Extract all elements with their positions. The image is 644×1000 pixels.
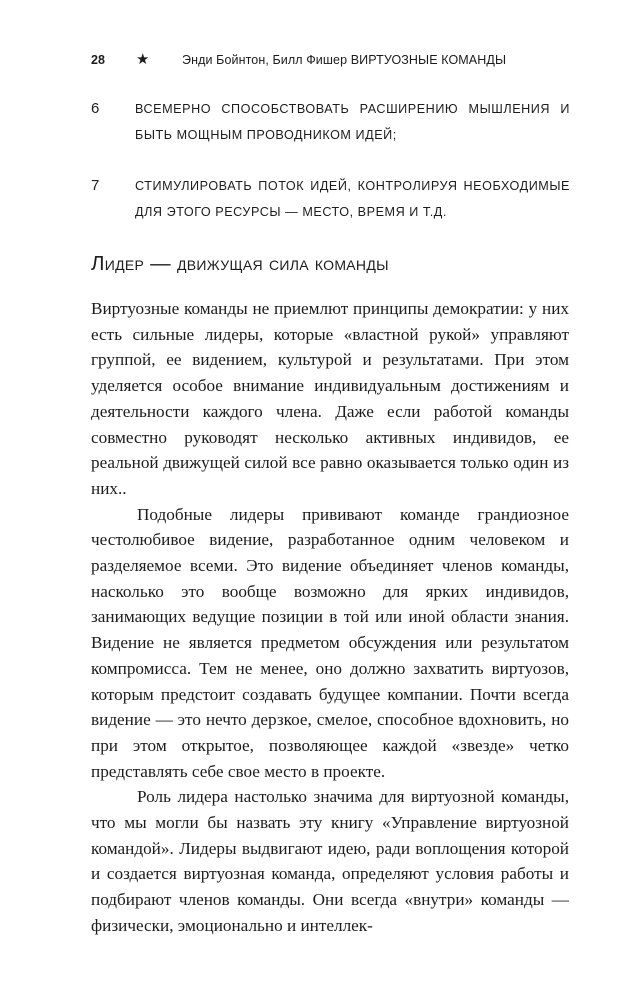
paragraph: Подобные лидеры прививают команде грандиозное честолюбивое видение, разработанное одним человеком и разделяемое всеми. Это видение объединяет членов команды, насколько это вообще возможно для ярких индивидов, занимающих ведущие позиции в той или иной области знания. Видение не является предметом обсуждения или результатом компромисса. Тем не менее, оно должно захватить виртуозов, которым предстоит создавать будущее компании. Почти всегда видение — это нечто дерзкое, смелое, способное вдохновить, но при этом открытое, позволяющее каждой «звезде» четко представлять себе свое место в проекте.: [91, 504, 569, 781]
list-item-text: ВСЕМЕРНО СПОСОБСТВОВАТЬ РАСШИРЕНИЮ МЫШЛЕНИЯ И БЫТЬ МОЩНЫМ ПРОВОДНИКОМ ИДЕЙ;: [135, 102, 570, 142]
list-item: [91, 96, 570, 148]
section-heading: Лидер — движущая сила команды: [91, 252, 389, 275]
running-header: [91, 51, 574, 69]
paragraph: Роль лидера настолько значима для виртуозной команды, что мы могли бы назвать эту книгу «Управление виртуозной командой». Лидеры выдвигают идею, ради воплощения которой и создается виртуозная команда, определяют условия работы и подбирают членов команды. Они всегда «внутри» команды — физически, эмоционально и интеллек-: [91, 787, 569, 935]
paragraph: Виртуозные команды не приемлют принципы демократии: у них есть сильные лидеры, которые «властной рукой» управляют группой, ее видением, культурой и результатами. При этом уделяется особое внимание индивидуальным достижениям и деятельности каждого члена. Даже если работой команды совместно руководят несколько активных индивидов, ее реальной движущей силой все равно оказывается только один из них..: [91, 299, 569, 498]
list-item-number: 7: [91, 177, 100, 194]
star-icon: ★: [136, 51, 150, 68]
list-item-text: СТИМУЛИРОВАТЬ ПОТОК ИДЕЙ, КОНТРОЛИРУЯ НЕОБХОДИМЫЕ ДЛЯ ЭТОГО РЕСУРСЫ — МЕСТО, ВРЕМЯ И Т.Д.: [135, 179, 570, 219]
page-number: 28: [91, 53, 105, 67]
list-item-number: 6: [91, 100, 100, 117]
body-text: [91, 296, 569, 939]
running-title: Энди Бойнтон, Билл Фишер ВИРТУОЗНЫЕ КОМАНДЫ: [182, 53, 507, 67]
list-item: [91, 173, 570, 225]
